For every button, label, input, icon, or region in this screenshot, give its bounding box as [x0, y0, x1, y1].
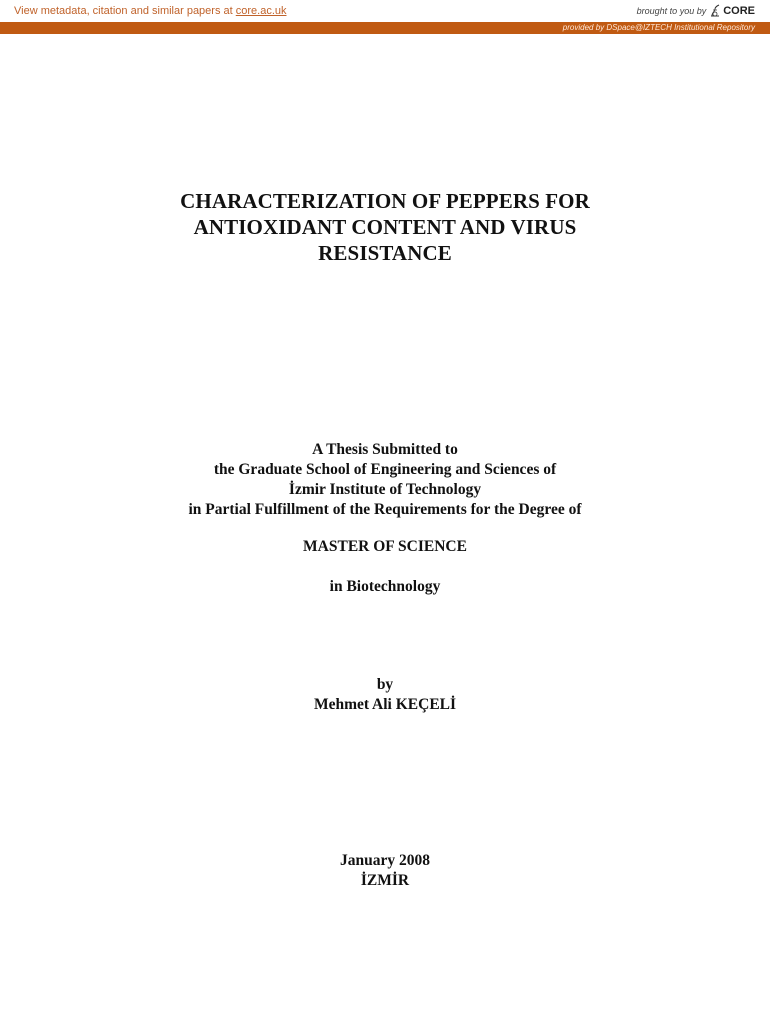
core-metadata-text	[14, 5, 287, 17]
submission-line-4: in Partial Fulfillment of the Requirements for the Degree of	[188, 501, 582, 518]
core-metadata-label: View metadata, citation and similar papers at	[14, 5, 236, 17]
author-block	[22, 675, 748, 715]
thesis-date: January 2008	[340, 852, 430, 869]
title-line-1: CHARACTERIZATION OF PEPPERS FOR	[180, 189, 590, 213]
core-logo-icon	[709, 4, 721, 18]
submission-line-2: the Graduate School of Engineering and Sciences of	[213, 461, 557, 478]
core-logo-text: CORE	[723, 5, 755, 17]
core-banner	[0, 0, 770, 22]
degree-name: MASTER OF SCIENCE	[303, 538, 467, 555]
submission-line-3: İzmir Institute of Technology	[288, 481, 482, 498]
core-link[interactable]: core.ac.uk	[235, 5, 287, 17]
thesis-title	[22, 188, 748, 266]
core-brought-label: brought to you by	[636, 6, 707, 16]
core-provided-bar	[0, 22, 770, 34]
date-place-block	[22, 851, 748, 891]
submission-line-1: A Thesis Submitted to	[312, 441, 458, 458]
thesis-place: İZMİR	[360, 872, 410, 889]
core-brought-by[interactable]	[637, 4, 755, 18]
core-logo[interactable]	[709, 4, 755, 18]
title-line-2: ANTIOXIDANT CONTENT AND VIRUS	[193, 215, 577, 239]
submission-statement	[22, 440, 748, 520]
author-name: Mehmet Ali KEÇELİ	[313, 696, 457, 713]
by-label: by	[376, 676, 394, 693]
degree-field: in Biotechnology	[329, 578, 441, 595]
title-line-3: RESISTANCE	[318, 241, 452, 265]
core-provided-text[interactable]: provided by DSpace@IZTECH Institutional Repository	[562, 23, 755, 32]
